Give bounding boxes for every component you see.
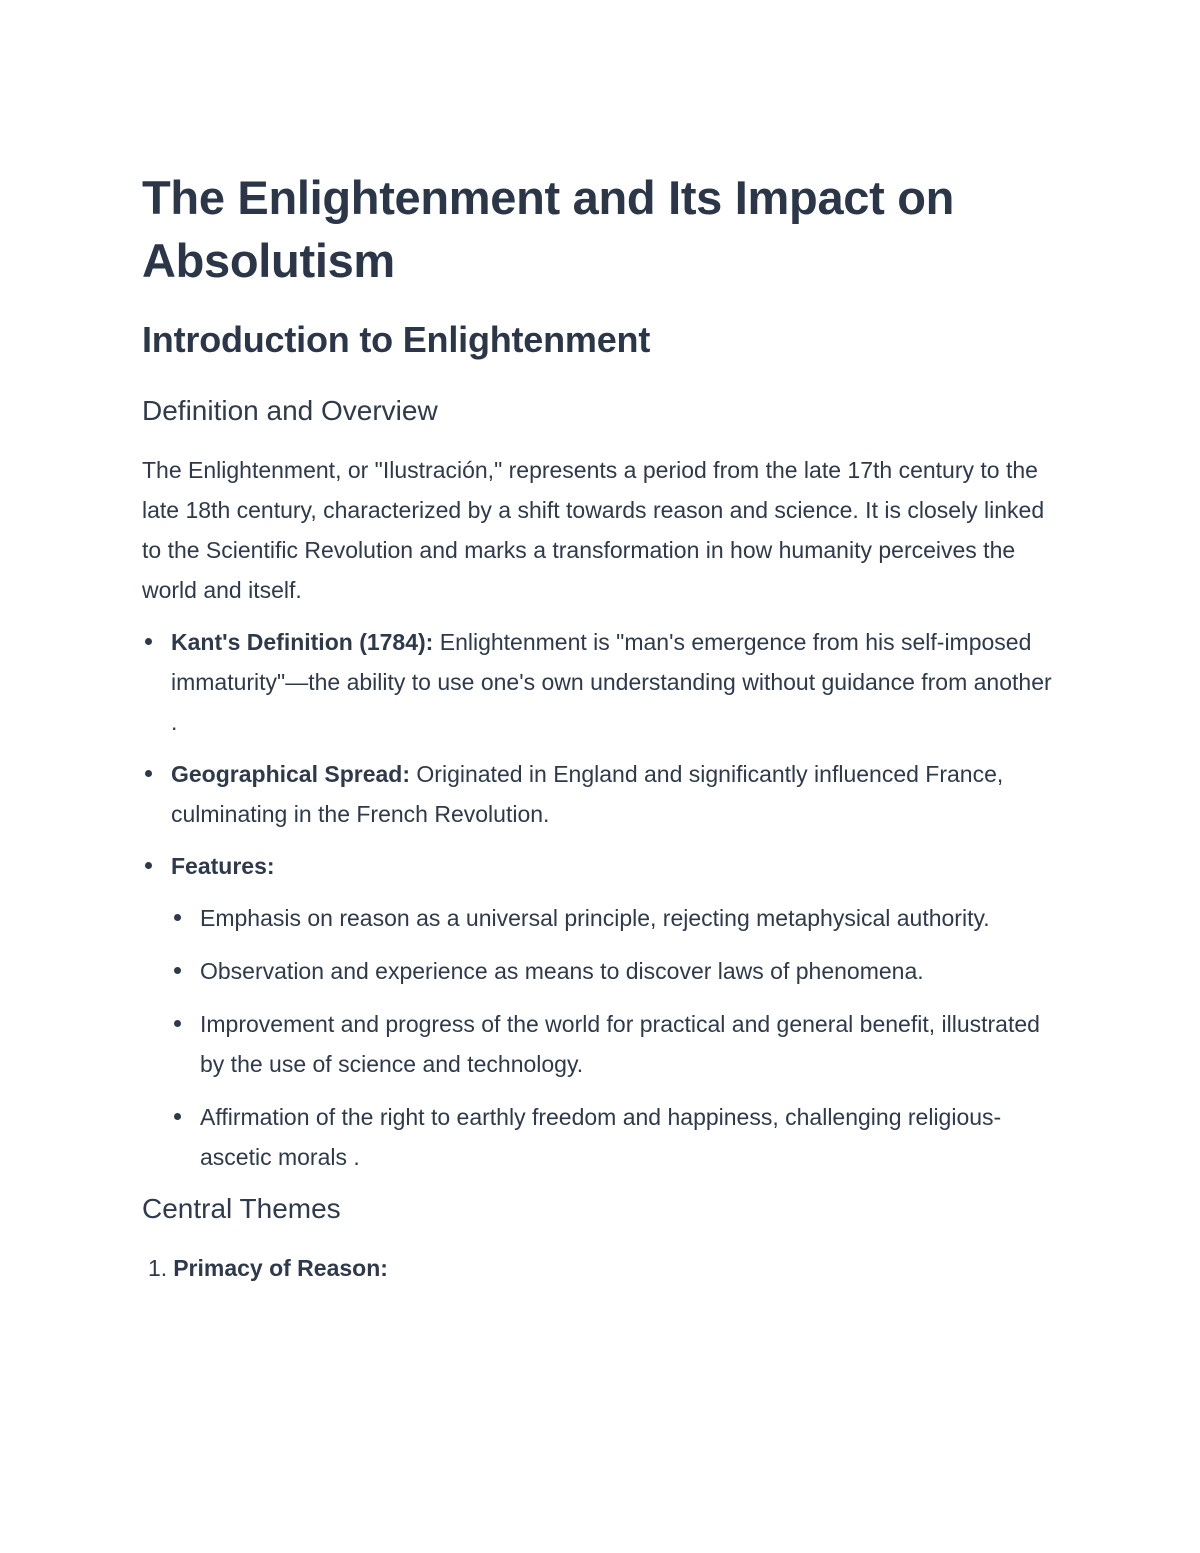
theme-number: 1. [148,1255,168,1281]
sublist-item: Affirmation of the right to earthly freedom and happiness, challenging religious-ascetic morals . [171,1097,1060,1177]
sublist-item: Emphasis on reason as a universal principle, rejecting metaphysical authority. [171,898,1060,938]
list-item-text: Enlightenment is "man's emergence from his self-imposed immaturity"—the ability to use one's own understanding without guidance from another . [171,629,1052,735]
themes-list [142,1248,1060,1288]
list-item-label: Kant's Definition (1784): [171,629,434,655]
theme-label: Primacy of Reason: [173,1255,388,1281]
list-item-text: Originated in England and significantly influenced France, culminating in the French Revolution. [171,761,1004,827]
list-item-features [142,846,1060,1177]
theme-item [142,1248,1060,1288]
subsection-heading-themes: Central Themes [142,1193,341,1224]
list-item-label: Geographical Spread: [171,761,411,787]
list-item-label: Features: [171,853,275,879]
bullet-list [142,622,1060,1177]
document-title: The Enlightenment and Its Impact on Absolutism [142,171,955,287]
sublist-item: Observation and experience as means to discover laws of phenomena. [171,951,1060,991]
features-sublist [171,898,1060,1177]
list-item-geography [142,754,1060,834]
sublist-item: Improvement and progress of the world for practical and general benefit, illustrated by the use of science and technology. [171,1004,1060,1084]
list-item-kant [142,622,1060,742]
intro-paragraph: The Enlightenment, or "Ilustración," represents a period from the late 17th century to the late 18th century, characterized by a shift towards reason and science. It is closely linked to the Scientific Revolution and marks a transformation in how humanity perceives the world and itself. [142,457,1045,603]
section-heading: Introduction to Enlightenment [142,319,651,360]
subsection-heading-definition: Definition and Overview [142,395,438,426]
